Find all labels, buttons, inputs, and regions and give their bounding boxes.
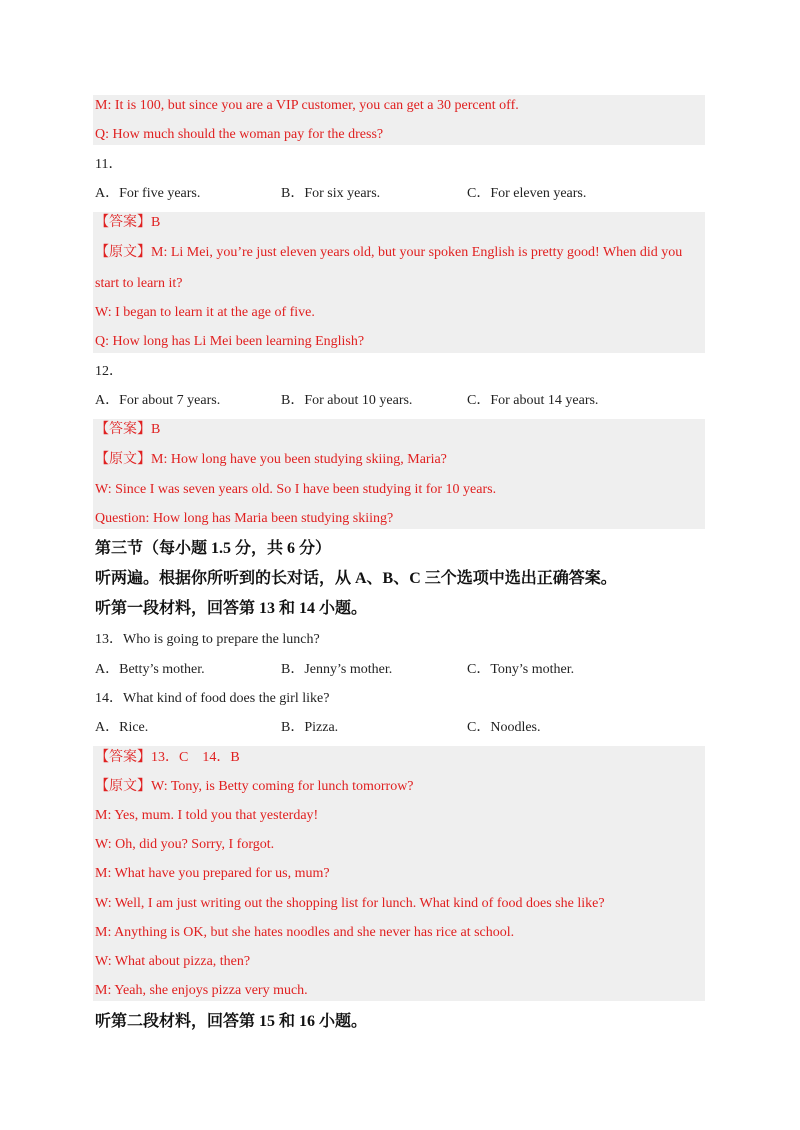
question-stem-13: 13．Who is going to prepare the lunch? xyxy=(95,632,320,647)
passage-heading-2: 听第二段材料，回答第 15 和 16 小题。 xyxy=(95,1013,368,1030)
option-b: B．For six years. xyxy=(281,186,381,201)
script-line: 【原文】M: How long have you been studying skiing, Maria? xyxy=(95,452,447,467)
option-a: A．Rice. xyxy=(95,720,149,735)
section-title: 第三节（每小题 1.5 分，共 6 分） xyxy=(95,540,332,557)
section-instruction: 听两遍。根据你所听到的长对话，从 A、B、C 三个选项中选出正确答案。 xyxy=(95,570,617,587)
script-line: W: Oh, did you? Sorry, I forgot. xyxy=(95,837,275,852)
option-a: A．For about 7 years. xyxy=(95,393,221,408)
question-number-11: 11． xyxy=(95,157,123,172)
script-line: W: Well, I am just writing out the shopping list for lunch. What kind of food does she like? xyxy=(95,896,605,911)
script-line: 【原文】M: Li Mei, you’re just eleven years old, but your spoken English is pretty good! When did you xyxy=(95,245,683,260)
script-line: start to learn it? xyxy=(95,276,183,291)
option-a: A．For five years. xyxy=(95,186,201,201)
option-c: C．For eleven years. xyxy=(467,186,587,201)
script-line: W: I began to learn it at the age of five. xyxy=(95,305,315,320)
option-c: C．For about 14 years. xyxy=(467,393,599,408)
script-line: Q: How long has Li Mei been learning English? xyxy=(95,334,365,349)
option-c: C．Tony’s mother. xyxy=(467,662,575,677)
option-c: C．Noodles. xyxy=(467,720,541,735)
script-line: M: Anything is OK, but she hates noodles and she never has rice at school. xyxy=(95,925,515,940)
script-line: M: What have you prepared for us, mum? xyxy=(95,866,330,881)
script-line: 【原文】W: Tony, is Betty coming for lunch tomorrow? xyxy=(95,779,414,794)
answer-label: 【答案】B xyxy=(95,422,161,437)
answer-label: 【答案】13．C 14．B xyxy=(95,750,240,765)
script-line: M: Yeah, she enjoys pizza very much. xyxy=(95,983,308,998)
script-line: M: Yes, mum. I told you that yesterday! xyxy=(95,808,319,823)
script-line: Q: How much should the woman pay for the dress? xyxy=(95,127,384,142)
question-stem-14: 14．What kind of food does the girl like? xyxy=(95,691,330,706)
script-line: W: Since I was seven years old. So I have been studying it for 10 years. xyxy=(95,482,497,497)
option-a: A．Betty’s mother. xyxy=(95,662,205,677)
option-b: B．For about 10 years. xyxy=(281,393,413,408)
question-number-12: 12． xyxy=(95,364,123,379)
answer-label: 【答案】B xyxy=(95,215,161,230)
passage-heading-1: 听第一段材料，回答第 13 和 14 小题。 xyxy=(95,600,368,617)
script-line: Question: How long has Maria been studying skiing? xyxy=(95,511,394,526)
script-line: W: What about pizza, then? xyxy=(95,954,251,969)
option-b: B．Pizza. xyxy=(281,720,339,735)
option-b: B．Jenny’s mother. xyxy=(281,662,393,677)
script-line: M: It is 100, but since you are a VIP customer, you can get a 30 percent off. xyxy=(95,98,519,113)
